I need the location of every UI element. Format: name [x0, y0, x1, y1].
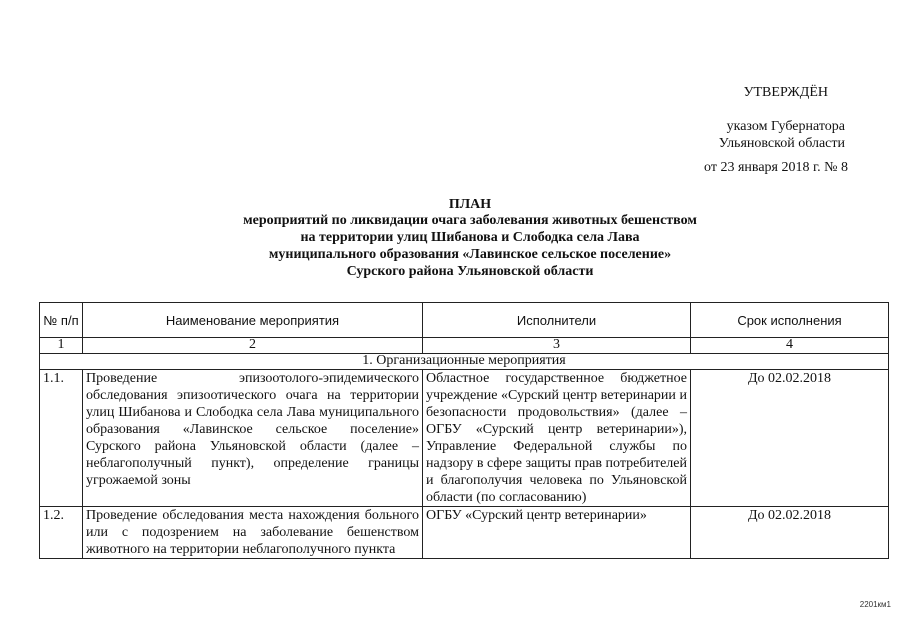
header-name: Наименование мероприятия: [83, 303, 423, 338]
plan-table: [39, 302, 889, 559]
column-index-row: [40, 338, 889, 354]
decree-line-1: указом Губернатора: [726, 119, 845, 134]
approval-stamp: УТВЕРЖДЁН: [743, 85, 828, 100]
plan-subtitle-line: мероприятий по ликвидации очага заболевания животных бешенством: [243, 213, 697, 228]
table-row: [40, 370, 889, 507]
row-name: Проведение эпизоотолого-эпидемического обследования эпизоотического очага на территории улиц Шибанова и Слободка села Лава муниципального образования «Лавинское сельское поселение» Сурского района Ульяновской области (далее – неблагополучный пункт), определение границы угрожаемой зоны: [83, 370, 423, 507]
column-index: 4: [691, 338, 889, 354]
plan-subtitle-line: Сурского района Ульяновской области: [346, 264, 594, 279]
row-executors: ОГБУ «Сурский центр ветеринарии»: [423, 507, 691, 559]
plan-subtitle-line: на территории улиц Шибанова и Слободка села Лава: [300, 230, 640, 245]
decree-line-2: Ульяновской области: [718, 136, 845, 151]
column-index: 1: [40, 338, 83, 354]
table-row: [40, 507, 889, 559]
row-executors: Областное государственное бюджетное учреждение «Сурский центр ветеринарии и безопасности продовольствия» (далее – ОГБУ «Сурский центр ветеринарии»), Управление Федеральной службы по надзору в сфере защиты прав потребителей и благополучия человека по Ульяновской области (по согласованию): [423, 370, 691, 507]
plan-subtitle-line: муниципального образования «Лавинское сельское поселение»: [268, 247, 672, 262]
header-deadline: Срок исполнения: [691, 303, 889, 338]
header-num: № п/п: [40, 303, 83, 338]
footer-code: 2201км1: [859, 600, 891, 609]
plan-heading: ПЛАН: [448, 197, 492, 212]
table-header-row: [40, 303, 889, 338]
column-index: 3: [423, 338, 691, 354]
header-executors: Исполнители: [423, 303, 691, 338]
section-row: [40, 354, 889, 370]
column-index: 2: [83, 338, 423, 354]
section-title: 1. Организационные мероприятия: [40, 354, 889, 370]
decree-date: от 23 января 2018 г. № 8: [704, 160, 848, 175]
row-deadline: До 02.02.2018: [691, 370, 889, 507]
plan-subtitle: [120, 212, 820, 280]
row-name: Проведение обследования места нахождения больного или с подозрением на заболевание бешенством животного на территории неблагополучного пункта: [83, 507, 423, 559]
row-num: 1.2.: [40, 507, 83, 559]
row-deadline: До 02.02.2018: [691, 507, 889, 559]
row-num: 1.1.: [40, 370, 83, 507]
